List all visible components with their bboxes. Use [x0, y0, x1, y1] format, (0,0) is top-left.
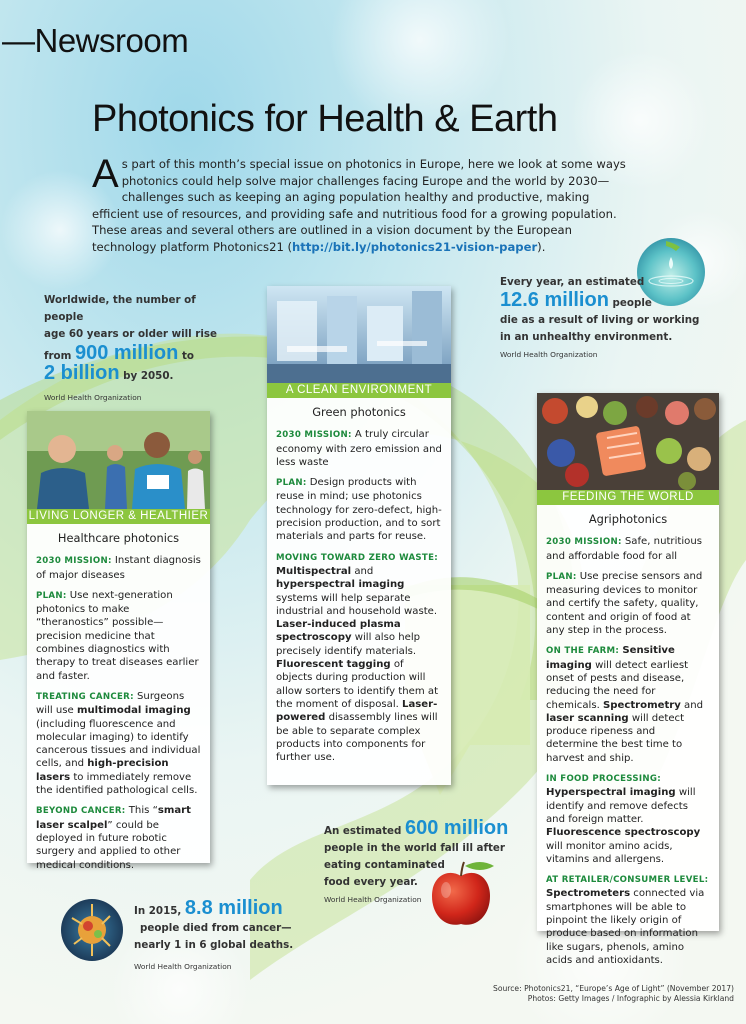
term: Laser-powered	[276, 698, 438, 724]
label: BEYOND CANCER:	[36, 806, 126, 817]
text: will detect produce ripeness and determine the best time to harvest and ship.	[546, 712, 685, 764]
intro-text: s part of this month’s special issue on photonics in Europe, here we look at some ways photonics could help solve major challenges facing Europe and the world by 2030—challenges such as keeping an aging population healthy and productive, making efficient use of resources, and providing safe and nutritious food for a growing population. These areas and several others are outlined in a vision document by the European technology platform Photonics21 (	[92, 157, 626, 254]
text: Design products with reuse in mind; use photonics technology for zero-defect, high-precision production, and to sort materials and parts for reuse.	[276, 477, 442, 543]
text: systems will help separate industrial and household waste.	[276, 592, 438, 617]
stat-text: An estimated	[324, 825, 402, 837]
stat-text: to	[181, 350, 194, 362]
label: PLAN:	[36, 590, 67, 601]
label: PLAN:	[276, 478, 307, 489]
stat-text: in an unhealthy environment.	[500, 331, 673, 343]
term: Hyperspectral imaging	[546, 787, 676, 799]
text: will also help precisely identify materials.	[276, 632, 421, 657]
treating-cancer	[36, 690, 201, 797]
label: AT RETAILER/CONSUMER LEVEL:	[546, 875, 709, 886]
text: will detect earliest onset of pests and disease, reducing the need for chemicals.	[546, 659, 689, 711]
source-credit: Source: Photonics21, “Europe’s Age of Light” (November 2017)	[493, 984, 734, 993]
food-image	[537, 393, 719, 490]
stat-source: World Health Organization	[324, 895, 422, 904]
term: Spectrometers	[546, 888, 631, 900]
text: (including fluorescence and molecular imaging) to identify cancerous tissues and individual cells, and	[36, 718, 201, 770]
on-the-farm	[546, 644, 710, 765]
stat-text: people in the world fall ill after	[324, 842, 505, 854]
term: Multispectral	[276, 565, 352, 577]
stat-text: eating contaminated	[324, 859, 445, 871]
term: high-precision lasers	[36, 758, 169, 783]
in-food-processing	[546, 772, 710, 866]
term: Fluorescent tagging	[276, 659, 391, 671]
drop-cap: A	[92, 152, 119, 196]
plan	[276, 476, 442, 543]
stat-text: people	[612, 297, 652, 309]
label: IN FOOD PROCESSING:	[546, 774, 661, 785]
runners-photo	[27, 411, 210, 509]
vision-paper-link[interactable]: http://bit.ly/photonics21-vision-paper	[292, 239, 538, 254]
stat-text: food every year.	[324, 876, 418, 888]
masthead: —Newsroom	[2, 22, 189, 59]
cancer-cell-image	[60, 898, 124, 962]
text: Instant diagnosis of major diseases	[36, 555, 201, 581]
food-photo	[537, 393, 719, 490]
term: multimodal imaging	[76, 705, 191, 717]
label: ON THE FARM:	[546, 646, 620, 657]
card-title: Agriphotonics	[588, 512, 668, 526]
zero-waste	[276, 551, 442, 765]
mission	[276, 428, 442, 469]
stat-text: Every year, an estimated	[500, 276, 645, 288]
stat-text: people died from cancer—	[140, 922, 292, 934]
page-title: Photonics for Health & Earth	[92, 98, 558, 140]
lab-photo	[267, 286, 451, 383]
stat-value: 8.8 million	[184, 897, 283, 919]
card-healthcare-photonics	[27, 411, 210, 871]
stat-text: by 2050.	[123, 370, 174, 382]
mission	[36, 554, 201, 582]
term: Sensitive imaging	[546, 645, 675, 671]
apple-image	[428, 858, 498, 930]
retailer-consumer	[546, 873, 710, 967]
text: will identify and remove defects and foreign matter.	[546, 787, 696, 825]
stat-source: World Health Organization	[134, 962, 232, 971]
text: Safe, nutritious and affordable food for all	[546, 536, 702, 562]
stat-text: age 60 years or older will rise	[44, 328, 218, 340]
stat-environment-deaths	[500, 274, 710, 363]
card-title: Green photonics	[312, 405, 406, 419]
text: and	[680, 699, 704, 711]
term: Spectrometry	[603, 699, 681, 711]
text: and	[351, 565, 374, 577]
term: hyperspectral imaging	[276, 579, 405, 591]
card-agriphotonics	[537, 393, 719, 966]
intro-paragraph	[92, 152, 632, 256]
plan	[546, 570, 710, 637]
stat-text: die as a result of living or working	[500, 314, 700, 326]
text: of objects during production will allow sorters to identify them at the moment of disposal.	[276, 659, 439, 710]
text: This “	[125, 805, 158, 817]
stat-value: 12.6 million	[500, 289, 609, 311]
band-feeding-world: FEEDING THE WORLD	[537, 490, 719, 505]
label: 2030 MISSION:	[276, 430, 352, 441]
mission	[546, 535, 710, 563]
band-living-longer: LIVING LONGER & HEALTHIER	[28, 510, 209, 522]
stat-value: 2 billion	[44, 362, 120, 384]
text: disassembly lines will be able to separate complex products into components for further use.	[276, 712, 438, 764]
stat-text: from	[44, 350, 72, 362]
stat-source: World Health Organization	[44, 393, 142, 402]
label: 2030 MISSION:	[546, 537, 622, 548]
label: MOVING TOWARD ZERO WASTE:	[276, 552, 438, 563]
stat-text: In 2015,	[134, 905, 182, 917]
band-clean-environment: A CLEAN ENVIRONMENT	[267, 383, 451, 398]
stat-value: 600 million	[405, 817, 509, 839]
stat-source: World Health Organization	[500, 350, 598, 359]
term: Laser-induced plasma spectroscopy	[276, 619, 401, 644]
stat-text: Worldwide, the number of people	[44, 294, 196, 323]
term: laser scanning	[546, 712, 629, 724]
term: smart laser scalpel	[36, 805, 191, 831]
photo-credit: Photos: Getty Images / Infographic by Alessia Kirkland	[527, 994, 734, 1003]
text: A truly circular economy with zero emission and less waste	[276, 429, 442, 468]
stat-value: 900 million	[74, 342, 179, 364]
text: to immediately remove the identified pathological cells.	[36, 771, 198, 797]
label: 2030 MISSION:	[36, 556, 112, 567]
text: will monitor amino acids, vitamins and allergens.	[546, 840, 673, 865]
beyond-cancer	[36, 804, 201, 871]
credits	[493, 984, 734, 1004]
term: Fluorescence spectroscopy	[546, 827, 701, 839]
text: ” could be deployed in future robotic surgery and applied to other medical conditions.	[36, 819, 181, 871]
stat-text: nearly 1 in 6 global deaths.	[134, 939, 294, 951]
stat-cancer-deaths	[134, 897, 314, 975]
text: Use next-generation photonics to make “theranostics” possible—precision medicine that combines diagnostics with therapy to treat diseases earlier and faster.	[36, 589, 199, 682]
runners-image	[27, 411, 210, 509]
plan	[36, 589, 201, 683]
card-title: Healthcare photonics	[57, 531, 180, 545]
text: Surgeons will use	[36, 690, 185, 717]
text: Use precise sensors and measuring devices to monitor and certify the safety, quality, content and origin of food at any step in the process.	[546, 570, 703, 637]
card-green-photonics	[267, 286, 451, 785]
label: TREATING CANCER:	[36, 691, 134, 702]
intro-end: ).	[537, 239, 546, 254]
stat-aging-population	[44, 292, 234, 406]
label: PLAN:	[546, 571, 577, 582]
laboratory-image	[267, 286, 451, 383]
text: connected via smartphones will be able to pinpoint the likely origin of produce based on information like sugars, phenols, amino acids and antioxidants.	[546, 888, 705, 966]
